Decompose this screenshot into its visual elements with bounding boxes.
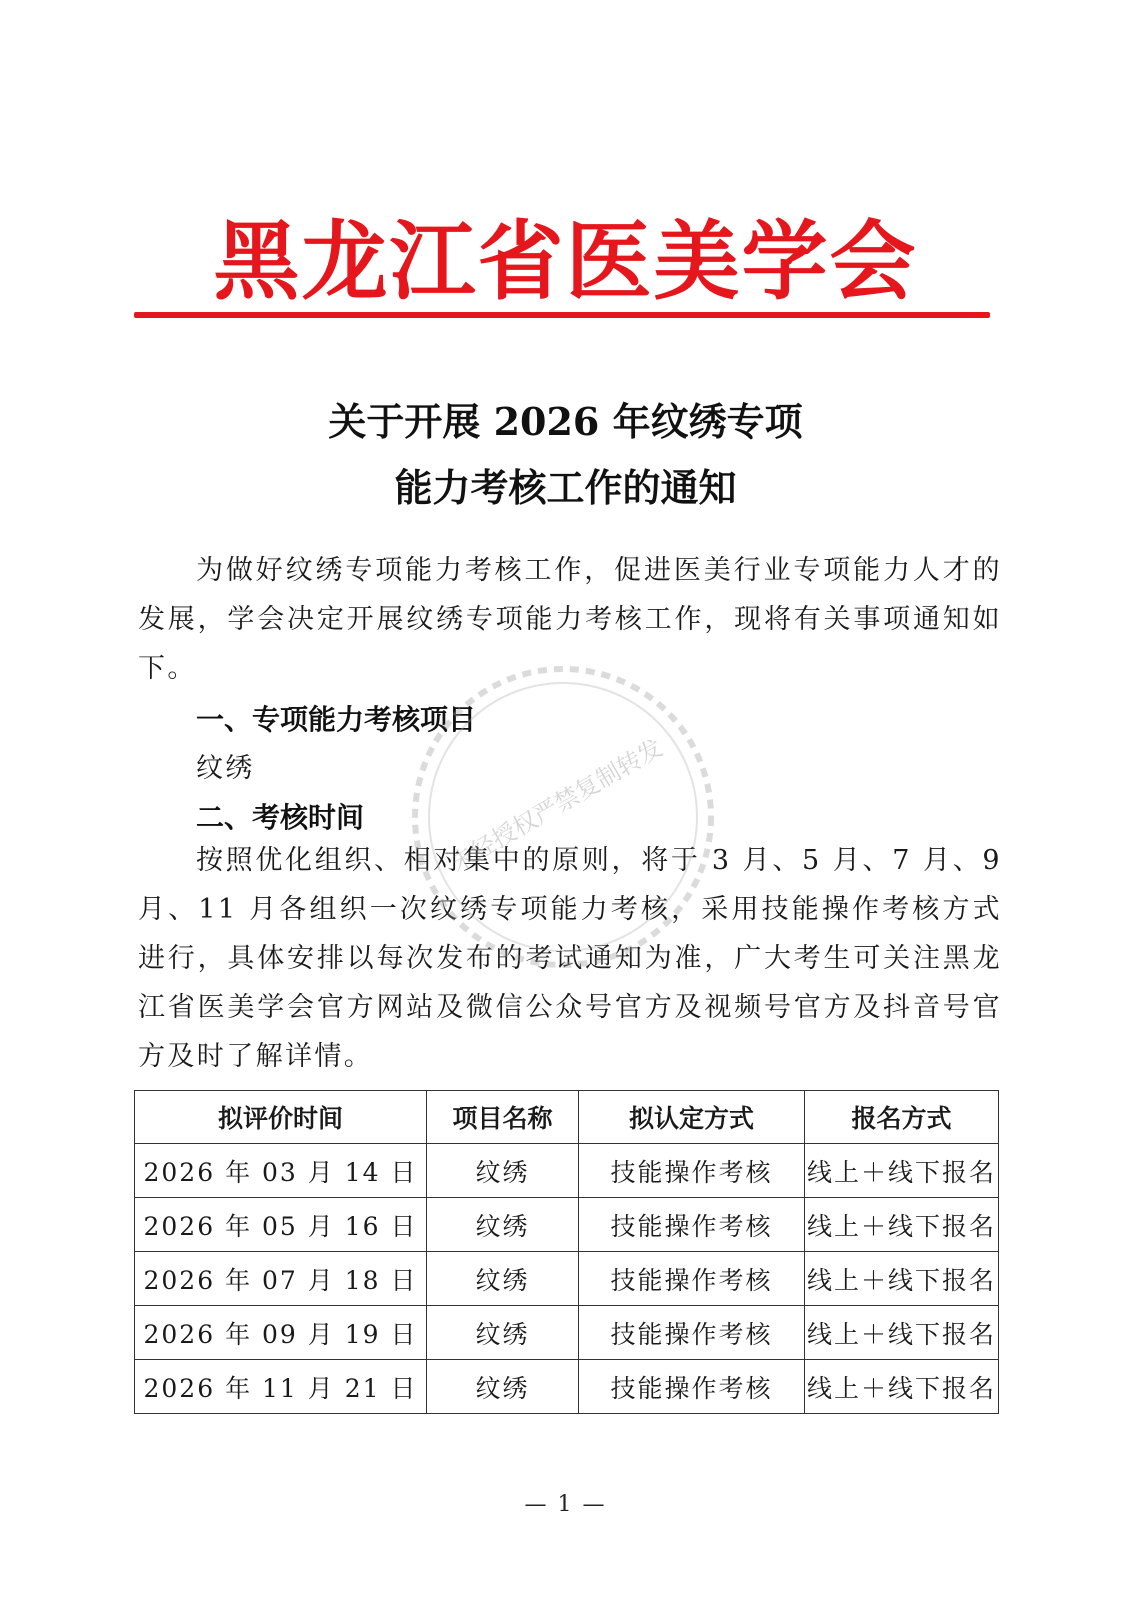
watermark-text: 未经授权严禁复制转发 <box>445 733 668 878</box>
cell-project: 纹绣 <box>427 1360 579 1414</box>
header-evaluation-time: 拟评价时间 <box>135 1091 427 1144</box>
schedule-table <box>134 1090 999 1414</box>
cell-date: 2026 年 03 月 14 日 <box>135 1144 427 1198</box>
cell-date: 2026 年 11 月 21 日 <box>135 1360 427 1414</box>
document-title-line-2: 能力考核工作的通知 <box>394 465 737 510</box>
table-row <box>135 1252 999 1306</box>
header-registration-method: 报名方式 <box>805 1091 999 1144</box>
header-project-name: 项目名称 <box>427 1091 579 1144</box>
cell-method: 技能操作考核 <box>579 1252 805 1306</box>
cell-registration: 线上＋线下报名 <box>805 1144 999 1198</box>
table-row <box>135 1144 999 1198</box>
cell-date: 2026 年 05 月 16 日 <box>135 1198 427 1252</box>
cell-project: 纹绣 <box>427 1198 579 1252</box>
cell-registration: 线上＋线下报名 <box>805 1360 999 1414</box>
section-1-body: 纹绣 <box>196 753 255 784</box>
page-number: — 1 — <box>524 1492 607 1517</box>
document-title-line-1: 关于开展 2026 年纹绣专项 <box>328 399 803 444</box>
cell-method: 技能操作考核 <box>579 1306 805 1360</box>
section-2-body: 按照优化组织、相对集中的原则，将于 3 月、5 月、7 月、9 月、11 月各组织一次纹绣专项能力考核，采用技能操作考核方式进行，具体安排以每次发布的考试通知为准，广大考生可关注黑龙江省医美学会官方网站及微信公众号官方及视频号官方及抖音号官方及时了解详情。 <box>138 845 1002 1072</box>
table-row <box>135 1198 999 1252</box>
table-row <box>135 1306 999 1360</box>
cell-registration: 线上＋线下报名 <box>805 1306 999 1360</box>
section-1-heading: 一、专项能力考核项目 <box>196 703 477 736</box>
cell-project: 纹绣 <box>427 1252 579 1306</box>
cell-method: 技能操作考核 <box>579 1144 805 1198</box>
cell-method: 技能操作考核 <box>579 1198 805 1252</box>
cell-registration: 线上＋线下报名 <box>805 1252 999 1306</box>
intro-paragraph: 为做好纹绣专项能力考核工作，促进医美行业专项能力人才的发展，学会决定开展纹绣专项能力考核工作，现将有关事项通知如下。 <box>138 555 1002 684</box>
cell-date: 2026 年 07 月 18 日 <box>135 1252 427 1306</box>
cell-project: 纹绣 <box>427 1306 579 1360</box>
table-row <box>135 1360 999 1414</box>
header-red-rule <box>134 312 990 318</box>
cell-project: 纹绣 <box>427 1144 579 1198</box>
cell-date: 2026 年 09 月 19 日 <box>135 1306 427 1360</box>
cell-registration: 线上＋线下报名 <box>805 1198 999 1252</box>
table-header-row <box>135 1091 999 1144</box>
cell-method: 技能操作考核 <box>579 1360 805 1414</box>
header-certification-method: 拟认定方式 <box>579 1091 805 1144</box>
organization-name: 黑龙江省医美学会 <box>213 212 918 312</box>
section-2-heading: 二、考核时间 <box>196 801 365 834</box>
